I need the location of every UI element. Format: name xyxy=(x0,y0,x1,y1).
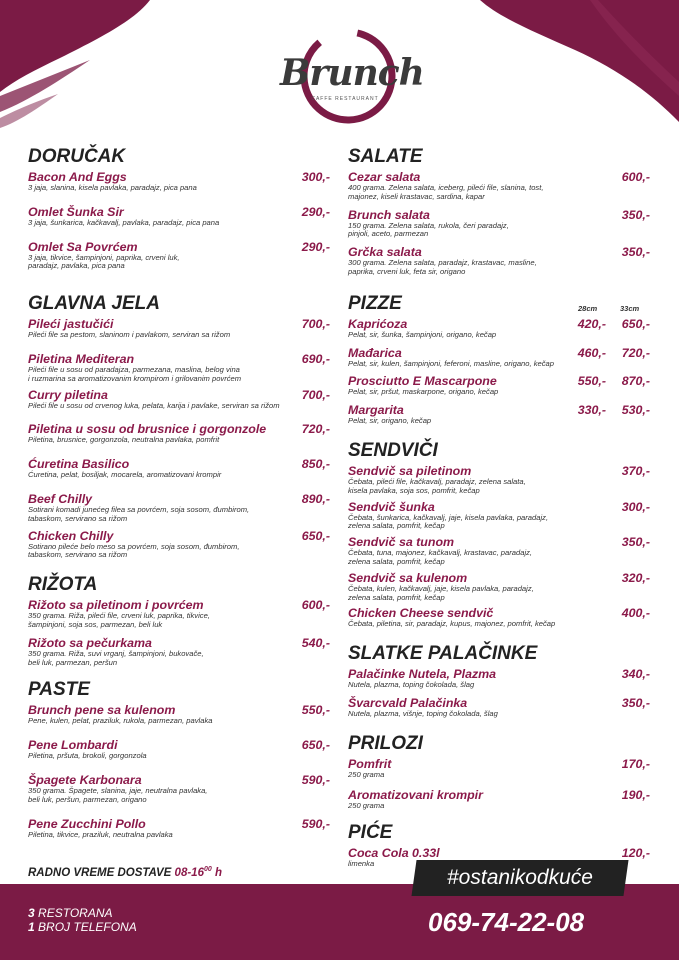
item-description: Čebata, šunkarica, kačkavalj, jaje, kisela pavlaka, paradajz, xyxy=(348,512,549,522)
section-title: DORUČAK xyxy=(28,146,126,167)
item-description: 150 grama. Zelena salata, rukola, čeri paradajz, xyxy=(348,220,509,230)
item-name: Kaprićoza xyxy=(348,316,408,331)
menu-item xyxy=(348,464,650,496)
item-price: 550,- xyxy=(301,703,330,718)
section-3 xyxy=(348,643,650,665)
item-name: Coca Cola 0.33l xyxy=(348,846,440,861)
item-description: tabaskom, servirano sa rižom xyxy=(28,513,128,523)
item-name: Sendvič sa kulenom xyxy=(348,570,468,585)
item-description: 300 grama. Zelena salata, paradajz, krastavac, masline, xyxy=(348,258,537,268)
item-price: 890,- xyxy=(301,491,330,506)
menu-item xyxy=(28,352,330,384)
item-price-small: 460,- xyxy=(577,345,606,360)
item-name: Omlet Sa Povrćem xyxy=(28,239,138,254)
item-description: kisela pavlaka, soja sos, pomfrit, kečap xyxy=(348,485,480,495)
item-description: Nutela, plazma, višnje, toping čokolada, šlag xyxy=(348,708,498,718)
item-description: Piletina, pršuta, brokoli, gorgonzola xyxy=(28,751,147,761)
item-description: Pene, kulen, pelat, praziluk, rukola, parmezan, pavlaka xyxy=(28,716,213,726)
item-price: 120,- xyxy=(621,846,650,861)
item-name: Piletina u sosu od brusnice i gorgonzole xyxy=(28,422,267,437)
item-description: Čebata, tuna, majonez, kačkavalj, krastavac, paradajz, xyxy=(348,548,533,558)
item-price-small: 330,- xyxy=(577,403,606,418)
item-price: 350,- xyxy=(621,695,650,710)
restaurants-count: 3 xyxy=(28,906,35,920)
logo-subtitle: CAFFE RESTAURANT xyxy=(311,96,379,102)
section-title: SENDVIČI xyxy=(348,439,438,461)
item-price-small: 550,- xyxy=(577,374,606,389)
menu-item xyxy=(348,317,650,340)
pizza-size-1: 33cm xyxy=(620,303,640,313)
item-price-large: 530,- xyxy=(621,403,650,418)
item-price: 850,- xyxy=(301,457,330,472)
item-description: Pelat, sir, pršut, maskarpone, origano, kečap xyxy=(348,387,499,397)
item-price-large: 650,- xyxy=(621,316,650,331)
item-name: Ćuretina Basilico xyxy=(28,457,130,472)
item-description: majonez, kiseli krastavac, sardina, kapar xyxy=(348,191,485,201)
item-price: 600,- xyxy=(621,170,650,184)
item-description: beli luk, peršun, parmezan, origano xyxy=(28,794,147,804)
item-name: Curry piletina xyxy=(28,387,108,402)
item-description: Pelat, sir, kulen, šampinjoni, feferoni, masline, origano, kečap xyxy=(348,358,554,368)
item-price: 590,- xyxy=(301,772,330,787)
item-name: Pomfrit xyxy=(348,756,392,771)
item-price-small: 420,- xyxy=(577,316,606,331)
menu-item xyxy=(28,703,330,726)
item-description: 350 grama. Riža, suvi vrganj, šampinjoni, bukovače, xyxy=(28,648,204,658)
section-0 xyxy=(348,146,650,168)
section-5 xyxy=(348,822,650,844)
item-name: Cezar salata xyxy=(348,170,421,184)
item-name: Brunch pene sa kulenom xyxy=(28,703,176,718)
section-title: PRILOZI xyxy=(348,732,423,754)
item-name: Sendvič sa piletinom xyxy=(348,463,472,478)
item-price: 700,- xyxy=(301,387,330,402)
menu-item xyxy=(348,571,650,603)
section-title: GLAVNA JELA xyxy=(28,293,160,315)
menu-item xyxy=(348,208,650,240)
item-name: Palačinke Nutela, Plazma xyxy=(348,667,497,682)
menu-item xyxy=(348,374,650,397)
item-description: 400 grama. Zelena salata, iceberg, pileći file, slanina, tost, xyxy=(348,183,544,192)
item-price-large: 870,- xyxy=(621,374,650,389)
item-price: 300,- xyxy=(621,499,650,514)
menu-item xyxy=(28,598,330,630)
item-price: 350,- xyxy=(621,535,650,550)
menu-item xyxy=(348,788,650,811)
section-title: PASTE xyxy=(28,679,90,701)
item-description: 3 jaja, šunkarica, kačkavalj, pavlaka, paradajz, pica pana xyxy=(28,217,220,227)
menu-item xyxy=(28,205,330,228)
menu-item xyxy=(28,422,330,445)
item-price: 400,- xyxy=(621,606,650,621)
phone-count: 1 xyxy=(28,920,35,934)
menu-item xyxy=(348,346,650,369)
delivery-hours xyxy=(28,866,222,879)
item-description: paprika, crveni luk, feta sir, origano xyxy=(348,266,466,276)
item-name: Rižoto sa pečurkama xyxy=(28,635,152,650)
item-price: 320,- xyxy=(621,570,650,585)
item-name: Omlet Šunka Sir xyxy=(28,204,124,219)
menu-item xyxy=(28,457,330,480)
item-price: 350,- xyxy=(621,207,650,222)
item-price: 540,- xyxy=(301,635,330,650)
item-description: limenka xyxy=(348,859,375,869)
item-description: 350 grama. Špagete, slanina, jaje, neutralna pavlaka, xyxy=(28,785,208,795)
item-price: 650,- xyxy=(301,528,330,543)
brand-logo xyxy=(270,14,424,124)
section-title: SALATE xyxy=(348,146,423,167)
item-description: Sotirano pileće belo meso sa povrćem, soja sosom, đumbirom, xyxy=(28,541,240,551)
section-2 xyxy=(28,574,330,596)
item-description: 350 grama. Riža, pileći file, crveni luk, paprika, tikvice, xyxy=(28,611,210,621)
item-price: 700,- xyxy=(301,317,330,332)
item-name: Rižoto sa piletinom i povrćem xyxy=(28,598,204,613)
menu-item xyxy=(348,500,650,532)
item-price: 350,- xyxy=(621,245,650,260)
menu-item xyxy=(348,696,650,719)
logo-wordmark: Brunch xyxy=(280,52,424,94)
menu-item xyxy=(28,317,330,340)
item-description: Čebata, pileći file, kačkavalj, paradajz, zelena salata, xyxy=(348,476,526,486)
item-description: Nutela, plazma, toping čokolada, šlag xyxy=(348,680,475,690)
item-description: Pelat, sir, origano, kečap xyxy=(348,416,432,426)
menu-item xyxy=(28,492,330,524)
item-price: 190,- xyxy=(621,787,650,802)
menu-item xyxy=(28,240,330,272)
menu-item xyxy=(348,245,650,277)
item-name: Pene Zucchini Pollo xyxy=(28,816,146,831)
menu-item xyxy=(348,667,650,690)
item-name: Piletina Mediteran xyxy=(28,351,135,366)
item-name: Grčka salata xyxy=(348,245,422,260)
item-description: 3 jaja, tikvice, šampinjoni, paprika, crveni luk, xyxy=(28,252,180,262)
menu-item xyxy=(28,738,330,761)
menu-item xyxy=(28,636,330,668)
item-description: Pileći file sa pestom, slaninom i pavlakom, serviran sa rižom xyxy=(28,330,231,340)
item-description: zelena salata, pomfrit, kečap xyxy=(348,556,445,566)
item-description: i ruzmarina sa aromatizovanim krompirom i grilovanim povrćem xyxy=(28,373,242,383)
section-0 xyxy=(28,146,330,168)
menu-item xyxy=(28,388,330,411)
item-price: 590,- xyxy=(301,816,330,831)
section-4 xyxy=(348,733,650,755)
item-description: Sotirani komadi junećeg filea sa povrćem, soja sosom, đumbirom, xyxy=(28,504,250,514)
phone-number[interactable]: 069-74-22-08 xyxy=(428,907,585,937)
section-1 xyxy=(28,293,330,315)
phone-count-label: BROJ TELEFONA xyxy=(38,920,137,934)
menu-item xyxy=(28,170,330,193)
menu-item xyxy=(348,757,650,780)
item-description: Čebata, kulen, kačkavalj, jaje, kisela pavlaka, paradajz, xyxy=(348,583,534,593)
section-3 xyxy=(28,679,330,701)
item-name: Brunch salata xyxy=(348,207,430,222)
section-title: PIĆE xyxy=(348,822,393,844)
hours-label: RADNO VREME DOSTAVE xyxy=(28,866,172,879)
item-name: Pileći jastučići xyxy=(28,317,114,332)
item-price: 370,- xyxy=(621,463,650,478)
pizza-size-0: 28cm xyxy=(578,303,598,313)
item-description: pinjoli, aceto, parmezan xyxy=(348,229,429,239)
item-description: zelena salata, pomfrit, kečap xyxy=(348,592,445,602)
item-description: Pileći file u sosu od paradajza, parmezana, maslina, belog vina xyxy=(28,364,240,374)
menu-item xyxy=(28,529,330,561)
item-description: Piletina, brusnice, gorgonzola, neutralna pavlaka, pomfrit xyxy=(28,435,220,445)
section-2 xyxy=(348,440,650,462)
item-description: 250 grama xyxy=(348,800,385,810)
item-description: Pileći file u sosu od crvenog luka, pelata, karija i pavlake, serviran sa rižom xyxy=(28,400,280,410)
item-price: 340,- xyxy=(621,667,650,682)
item-price: 690,- xyxy=(301,351,330,366)
item-price: 170,- xyxy=(621,756,650,771)
item-name: Sendvič sa tunom xyxy=(348,535,455,550)
item-price: 300,- xyxy=(301,170,330,184)
item-description: tabaskom, servirano sa rižom xyxy=(28,550,128,560)
section-title: RIŽOTA xyxy=(28,574,98,596)
item-price: 720,- xyxy=(301,422,330,437)
item-name: Špagete Karbonara xyxy=(28,772,142,787)
item-description: paradajz, pavlaka, pica pana xyxy=(28,261,125,271)
item-name: Margarita xyxy=(348,403,404,418)
restaurants-label: RESTORANA xyxy=(38,906,113,920)
hours-suffix: h xyxy=(214,866,222,879)
item-price: 650,- xyxy=(301,738,330,753)
item-name: Švarcvald Palačinka xyxy=(348,695,468,710)
item-description: Pelat, sir, šunka, šampinjoni, origano, kečap xyxy=(348,329,497,339)
item-name: Chicken Cheese sendvič xyxy=(348,606,494,621)
item-description: Čebata, piletina, sir, paradajz, kupus, majonez, pomfrit, kečap xyxy=(348,619,556,629)
item-name: Beef Chilly xyxy=(28,491,93,506)
menu-item xyxy=(28,817,330,840)
item-name: Pene Lombardi xyxy=(28,738,118,753)
restaurant-info xyxy=(28,906,137,934)
item-name: Chicken Chilly xyxy=(28,528,114,543)
item-name: Sendvič šunka xyxy=(348,499,435,514)
item-description: 3 jaja, slanina, kisela pavlaka, paradajz, pica pana xyxy=(28,183,197,192)
item-name: Aromatizovani krompir xyxy=(348,787,483,802)
hours-value: $08-16^{00}$ xyxy=(174,866,212,879)
left-menu-column xyxy=(28,146,330,839)
menu-item xyxy=(348,170,650,202)
item-description: Piletina, tikvice, praziluk, neutralna pavlaka xyxy=(28,829,173,839)
section-title: SLATKE PALAČINKE xyxy=(348,643,538,665)
menu-item xyxy=(28,773,330,805)
menu-item xyxy=(348,606,650,629)
section-1 xyxy=(348,293,650,315)
item-price: 600,- xyxy=(301,598,330,613)
item-description: šampinjoni, soja sos, parmezan, beli luk xyxy=(28,619,163,629)
item-price: 290,- xyxy=(301,239,330,254)
item-description: beli luk, parmezan, peršun xyxy=(28,657,118,667)
item-description: 250 grama xyxy=(348,769,385,779)
hashtag-badge: #ostanikodkuće xyxy=(411,860,628,896)
menu-item xyxy=(348,403,650,426)
section-title: PIZZE xyxy=(348,292,402,314)
item-description: Ćuretina, pelat, bosiljak, mocarela, aromatizovani krompir xyxy=(28,470,222,480)
item-description: zelena salata, pomfrit, kečap xyxy=(348,521,445,531)
menu-item xyxy=(348,535,650,567)
item-name: Mađarica xyxy=(348,345,402,360)
right-menu-column xyxy=(348,146,650,869)
item-name: Prosciutto E Mascarpone xyxy=(348,374,497,389)
item-name: Bacon And Eggs xyxy=(28,170,127,184)
item-price-large: 720,- xyxy=(621,345,650,360)
item-price: 290,- xyxy=(301,204,330,219)
